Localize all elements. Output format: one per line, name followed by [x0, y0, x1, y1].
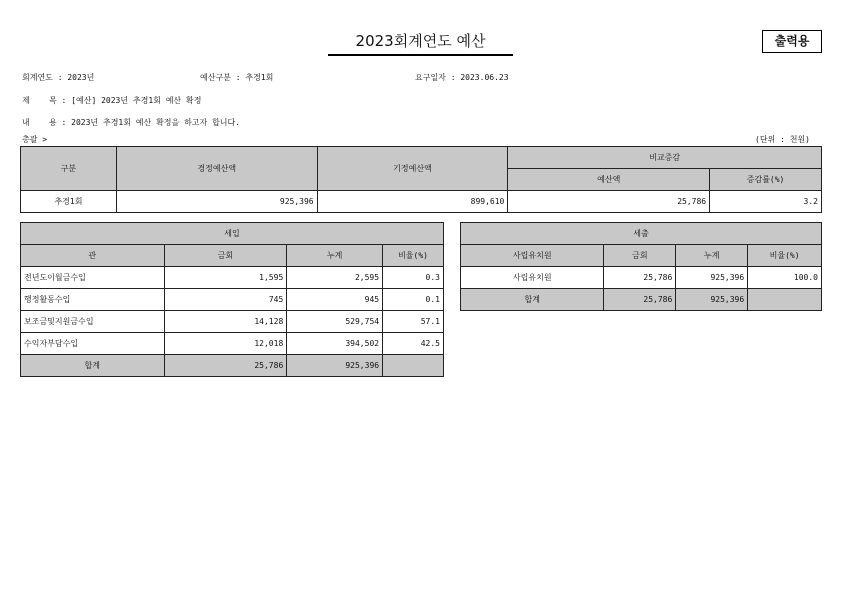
summary-header-amount: 예산액	[508, 169, 710, 191]
expense-header-cumulative: 누계	[676, 245, 748, 267]
expense-header-this: 금회	[604, 245, 676, 267]
request-date: 요구일자 : 2023.06.23	[415, 73, 509, 82]
revenue-cumulative: 529,754	[287, 311, 383, 333]
table-row	[461, 267, 822, 289]
summary-current: 925,396	[116, 191, 317, 213]
revenue-cumulative: 945	[287, 289, 383, 311]
summary-rate: 3.2	[710, 191, 822, 213]
expense-total-ratio	[748, 289, 822, 311]
revenue-header-ratio: 비율(%)	[383, 245, 444, 267]
table-row	[21, 333, 444, 355]
fiscal-year: 회계연도 : 2023년	[22, 73, 95, 82]
summary-existing: 899,610	[317, 191, 508, 213]
revenue-this: 1,595	[164, 267, 287, 289]
summary-category: 추경1회	[21, 191, 117, 213]
section-label: 총괄 >	[22, 135, 48, 144]
expense-total-cumulative: 925,396	[676, 289, 748, 311]
summary-header-existing: 기정예산액	[317, 147, 508, 191]
expense-item: 사립유치원	[461, 267, 604, 289]
revenue-this: 12,018	[164, 333, 287, 355]
expense-header-ratio: 비율(%)	[748, 245, 822, 267]
revenue-total-this: 25,786	[164, 355, 287, 377]
revenue-ratio: 0.1	[383, 289, 444, 311]
revenue-ratio: 0.3	[383, 267, 444, 289]
table-row	[21, 289, 444, 311]
revenue-this: 745	[164, 289, 287, 311]
revenue-item: 전년도이월금수입	[21, 267, 165, 289]
revenue-title: 세입	[21, 223, 444, 245]
table-row	[21, 267, 444, 289]
revenue-item: 수익자부담수입	[21, 333, 165, 355]
content: 내 용 : 2023년 추경1회 예산 확정을 하고자 합니다.	[22, 118, 241, 127]
expense-total-this: 25,786	[604, 289, 676, 311]
revenue-header-cumulative: 누계	[287, 245, 383, 267]
summary-header-current: 경정예산액	[116, 147, 317, 191]
revenue-ratio: 57.1	[383, 311, 444, 333]
revenue-header-item: 관	[21, 245, 165, 267]
unit-label: (단위 : 천원)	[755, 135, 810, 144]
summary-table	[20, 146, 822, 213]
expense-cumulative: 925,396	[676, 267, 748, 289]
revenue-this: 14,128	[164, 311, 287, 333]
expense-table	[460, 222, 822, 311]
expense-title: 세출	[461, 223, 822, 245]
table-row	[21, 191, 822, 213]
summary-header-rate: 증감률(%)	[710, 169, 822, 191]
total-row	[21, 355, 444, 377]
revenue-total-ratio	[383, 355, 444, 377]
revenue-table	[20, 222, 444, 377]
revenue-ratio: 42.5	[383, 333, 444, 355]
print-badge: 출력용	[762, 30, 822, 53]
expense-ratio: 100.0	[748, 267, 822, 289]
revenue-item: 보조금및지원금수입	[21, 311, 165, 333]
revenue-item: 행정활동수입	[21, 289, 165, 311]
summary-header-compare: 비교증감	[508, 147, 822, 169]
revenue-total-label: 합계	[21, 355, 165, 377]
subject: 제 목 : [예산] 2023년 추경1회 예산 확정	[22, 96, 202, 105]
budget-type: 예산구분 : 추경1회	[200, 73, 274, 82]
revenue-cumulative: 394,502	[287, 333, 383, 355]
revenue-header-this: 금회	[164, 245, 287, 267]
page-title: 2023회계연도 예산	[328, 30, 513, 56]
table-row	[21, 311, 444, 333]
revenue-cumulative: 2,595	[287, 267, 383, 289]
revenue-total-cumulative: 925,396	[287, 355, 383, 377]
expense-header-item: 사립유치원	[461, 245, 604, 267]
expense-this: 25,786	[604, 267, 676, 289]
expense-total-label: 합계	[461, 289, 604, 311]
summary-header-category: 구분	[21, 147, 117, 191]
total-row	[461, 289, 822, 311]
summary-amount: 25,786	[508, 191, 710, 213]
